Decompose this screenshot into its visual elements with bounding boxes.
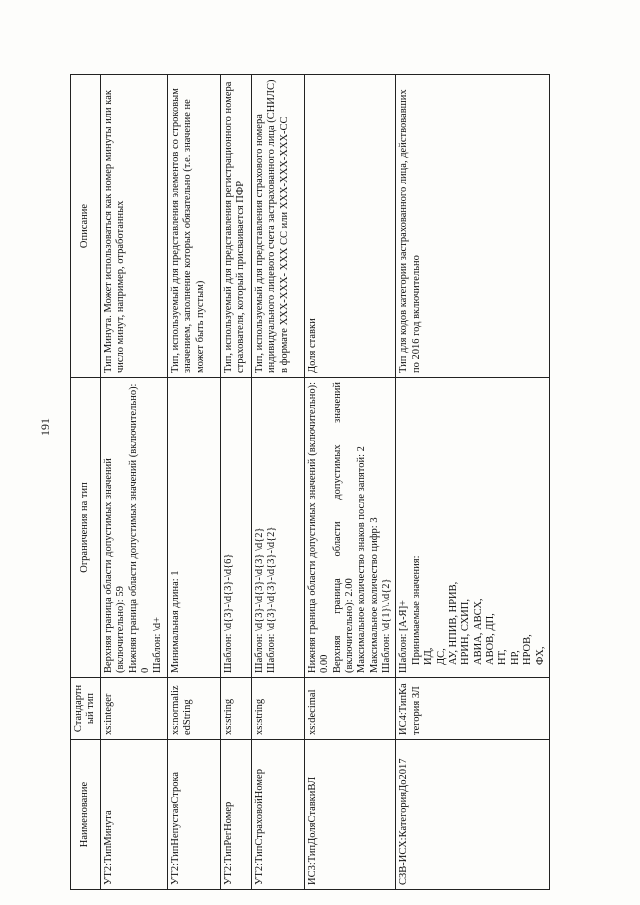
cell-constraints xyxy=(304,378,396,678)
constraint-line: Шаблон: \d{3}-\d{3}-\d{3} \d{2} xyxy=(253,527,265,673)
cell-description: Тип для кодов категории застрахованного лица, действовавших по 2016 год включительно xyxy=(396,75,550,378)
constraint-line: НР, xyxy=(509,650,521,665)
constraint-line: Шаблон: \d{1}\.\d{2} xyxy=(381,578,392,673)
cell-description: Тип, используемый для представления страхового номера индивидуального лицевого счета застрахованного лица (СНИЛС) в формате ХХХ-ХХХ- ХХХ СС или ХХХ-ХХХ-ХХХ-СС xyxy=(251,75,304,378)
cell-constraints xyxy=(396,378,550,678)
constraint-line: АВОВ, ДП, xyxy=(485,613,496,665)
cell-description: Тип, используемый для представления регистрационного номера страхователя, который присваивается ПФР xyxy=(220,75,251,378)
constraint-line: АВИА, АВСХ, xyxy=(472,598,484,665)
cell-constraints xyxy=(251,378,304,678)
cell-name: ИС3:ТипДоляСтавкиВЛ xyxy=(304,740,396,890)
page-number: 191 xyxy=(38,418,52,436)
cell-standard-type: ИС4:ТипКатегория ЗЛ xyxy=(396,678,550,740)
table-row xyxy=(304,75,396,890)
table-row xyxy=(167,75,220,890)
constraint-line: ДС, xyxy=(435,648,447,665)
rotated-table-container xyxy=(70,75,595,890)
cell-name: УТ2:ТипНепустаяСтрока xyxy=(167,740,220,890)
constraint-line: Шаблон: \d{3}-\d{3}-\d{3}-\d{2} xyxy=(266,526,278,673)
cell-description: Тип Минута. Может использоваться как номер минуты или как число минут, например, отработанных xyxy=(100,75,167,378)
table-header-row xyxy=(71,75,101,890)
constraint-line: Нижняя граница области допустимых значений (включительно): 0.00 xyxy=(306,382,331,673)
constraint-line: ФХ, xyxy=(534,646,546,665)
constraint-line: Нижняя граница области допустимых значений (включительно): 0 xyxy=(127,383,151,673)
types-table xyxy=(70,74,550,890)
header-constraints: Ограничения на тип xyxy=(71,378,101,678)
cell-name: УТ2:ТипРегНомер xyxy=(220,740,251,890)
table-row xyxy=(251,75,304,890)
header-description: Описание xyxy=(71,75,101,378)
cell-description: Доля ставки xyxy=(304,75,396,378)
constraint-line: Минимальная длина: 1 xyxy=(169,570,181,673)
cell-name: УТ2:ТипМинута xyxy=(100,740,167,890)
cell-constraints xyxy=(100,378,167,678)
constraint-line: Верхняя граница области допустимых значений (включительно): 2.00 xyxy=(331,382,355,673)
cell-description: Тип, используемый для представления элементов со строковым значением, заполнение которых обязательно (т.е. значение не может быть пустым) xyxy=(167,75,220,378)
constraint-line: Верхняя граница области допустимых значений (включительно): 59 xyxy=(102,458,127,673)
header-name: Наименование xyxy=(71,740,101,890)
constraint-line: Шаблон: \d{3}-\d{3}-\d{6} xyxy=(222,553,234,673)
constraint-line: НТ, xyxy=(497,649,509,665)
cell-standard-type: xs:string xyxy=(220,678,251,740)
cell-name: СЗВ-ИСХ:КатегорияДо2017 xyxy=(396,740,550,890)
constraint-line: Максимальное количество знаков после запятой: 2 xyxy=(356,446,368,673)
constraint-line: АУ, НПИВ, НРИВ, xyxy=(447,581,459,665)
constraint-line: Принимаемые значения: xyxy=(410,555,422,665)
constraint-line: НРОВ, xyxy=(522,634,534,665)
cell-constraints xyxy=(220,378,251,678)
cell-standard-type: xs:integer xyxy=(100,678,167,740)
constraint-line: ИД, xyxy=(423,647,435,665)
cell-standard-type: xs:decimal xyxy=(304,678,396,740)
table-row xyxy=(100,75,167,890)
constraint-line: Максимальное количество цифр: 3 xyxy=(368,517,380,673)
table-row xyxy=(220,75,251,890)
constraint-line: Шаблон: \d+ xyxy=(152,616,164,673)
cell-constraints xyxy=(167,378,220,678)
constraint-line: НРИН, СХИП, xyxy=(460,599,472,665)
cell-name: УТ2:ТипСтраховойНомер xyxy=(251,740,304,890)
table-row xyxy=(396,75,550,890)
cell-standard-type: xs:normalizedString xyxy=(167,678,220,740)
constraint-line: Шаблон: [А-Я]+ xyxy=(398,600,410,673)
header-standard-type: Стандартный тип xyxy=(71,678,101,740)
cell-standard-type: xs:string xyxy=(251,678,304,740)
